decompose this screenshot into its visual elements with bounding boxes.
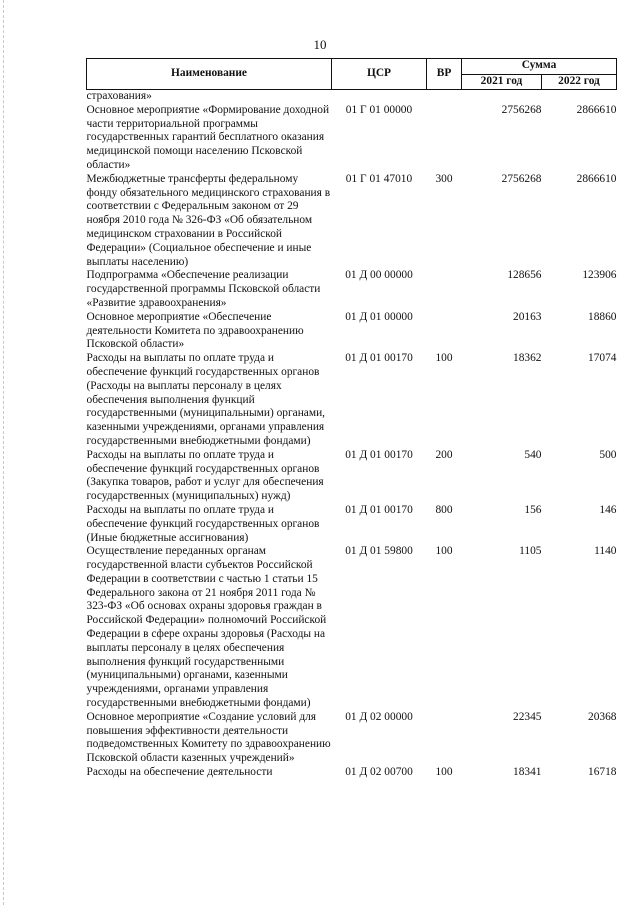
table-body bbox=[87, 90, 617, 780]
row-vr-cell: 100 bbox=[435, 766, 453, 779]
row-name-cell: Межбюджетные трансферты федеральному фонду обязательного медицинского страхования в соответствии с Федеральным законом от 29 ноября 2010 года № 326-ФЗ «Об обязательном медицинском страховании в Российской Федерации» (Социальное обеспечение и иные выплаты населению) bbox=[86, 172, 331, 268]
table-header bbox=[87, 59, 617, 90]
row-vr-cell: 100 bbox=[435, 545, 453, 558]
row-vr-cell: 200 bbox=[435, 448, 453, 461]
page-number: 10 bbox=[313, 37, 327, 52]
row-name-cell: Подпрограмма «Обеспечение реализации государственной программы Псковской области «Развитие здравоохранения» bbox=[86, 269, 321, 309]
row-sum-2021-cell: 20163 bbox=[513, 310, 542, 323]
row-sum-2022-cell: 20368 bbox=[588, 710, 617, 723]
row-sum-2022-cell: 2866610 bbox=[576, 103, 617, 116]
row-code-cell: 01 Д 00 00000 bbox=[345, 269, 413, 282]
row-sum-2021-cell: 18341 bbox=[513, 766, 542, 779]
table-row bbox=[87, 545, 617, 711]
row-sum-2022-cell: 16718 bbox=[588, 766, 617, 779]
row-name-cell: Основное мероприятие «Обеспечение деятельности Комитета по здравоохранению Псковской области» bbox=[86, 310, 304, 351]
row-name-cell: Осуществление переданных органам государственной власти субъектов Российской Федерации в соответствии с частью 1 статьи 15 Федерального закона от 21 ноября 2011 года № 323-ФЗ «Об основах охраны здоровья граждан в Российской Федерации» полномочий Российской Федерации в сфере охраны здоровья (Расходы на выплаты персоналу в целях обеспечения выполнения функций государственными (муниципальными) органами, казенными учреждениями, органами управления государственными внебюджетными фондами) bbox=[86, 545, 327, 710]
row-sum-2021-cell: 22345 bbox=[513, 710, 542, 723]
table-row bbox=[87, 104, 617, 173]
row-sum-2022-cell: 18860 bbox=[588, 310, 617, 323]
row-name-cell: Основное мероприятие «Формирование доходной части территориальной программы государственных гарантий бесплатного оказания медицинской помощи населению Псковской области» bbox=[86, 103, 330, 171]
header-name: Наименование bbox=[87, 59, 332, 90]
row-vr-cell bbox=[427, 711, 462, 766]
row-sum-2021-cell: 128656 bbox=[507, 269, 542, 282]
row-sum-2021-cell: 2756268 bbox=[501, 172, 542, 185]
row-code-cell: 01 Д 01 00000 bbox=[345, 310, 413, 323]
row-sum-2022-cell: 17074 bbox=[588, 352, 617, 365]
header-sum: Сумма bbox=[462, 59, 617, 75]
row-sum-2022-cell: 146 bbox=[599, 503, 617, 516]
table-row bbox=[87, 352, 617, 449]
row-vr-cell bbox=[427, 311, 462, 352]
row-vr-cell: 300 bbox=[435, 172, 453, 185]
scan-edge-line bbox=[3, 0, 4, 905]
row-code-cell: 01 Г 01 47010 bbox=[345, 172, 413, 185]
row-sum-2022-cell bbox=[542, 90, 617, 104]
table-row bbox=[87, 90, 617, 104]
header-year-2022: 2022 год bbox=[542, 74, 617, 90]
row-name-cell: Расходы на выплаты по оплате труда и обеспечение функций государственных органов (Закупка товаров, работ и услуг для обеспечения государственных (муниципальных) нужд) bbox=[86, 448, 324, 503]
table-row bbox=[87, 711, 617, 766]
row-name-cell: страхования» bbox=[86, 90, 152, 102]
row-sum-2022-cell: 2866610 bbox=[576, 172, 617, 185]
row-code-cell: 01 Г 01 00000 bbox=[345, 103, 413, 116]
row-sum-2022-cell: 123906 bbox=[582, 269, 617, 282]
table-row bbox=[87, 311, 617, 352]
row-vr-cell: 800 bbox=[435, 503, 453, 516]
row-code-cell bbox=[332, 90, 427, 104]
row-sum-2021-cell: 540 bbox=[524, 448, 542, 461]
row-vr-cell bbox=[427, 269, 462, 310]
row-name-cell: Расходы на выплаты по оплате труда и обеспечение функций государственных органов (Иные бюджетные ассигнования) bbox=[86, 503, 320, 544]
table-row bbox=[87, 173, 617, 270]
row-sum-2021-cell: 1105 bbox=[519, 545, 542, 558]
row-code-cell: 01 Д 01 00170 bbox=[345, 448, 413, 461]
table-row bbox=[87, 449, 617, 504]
row-sum-2021-cell: 156 bbox=[524, 503, 542, 516]
row-vr-cell bbox=[427, 90, 462, 104]
row-vr-cell bbox=[427, 104, 462, 173]
row-name-cell: Основное мероприятие «Создание условий для повышения эффективности деятельности подведомственных Комитету по здравоохранению Псковской области казенных учреждений» bbox=[86, 710, 331, 765]
row-sum-2021-cell bbox=[462, 90, 542, 104]
row-name-cell: Расходы на выплаты по оплате труда и обеспечение функций государственных органов (Расходы на выплаты персоналу в целях обеспечения выполнения функций государственными (муниципальными) органами, казенными учреждениями, органами управления государственными внебюджетными фондами) bbox=[86, 352, 326, 447]
row-sum-2021-cell: 2756268 bbox=[501, 103, 542, 116]
header-code: ЦСР bbox=[332, 59, 427, 90]
row-code-cell: 01 Д 01 00170 bbox=[345, 352, 413, 365]
row-vr-cell: 100 bbox=[435, 352, 453, 365]
header-year-2021: 2021 год bbox=[462, 74, 542, 90]
budget-table bbox=[86, 58, 617, 780]
table-row bbox=[87, 269, 617, 310]
row-code-cell: 01 Д 02 00700 bbox=[345, 766, 413, 779]
row-sum-2022-cell: 500 bbox=[599, 448, 617, 461]
header-vr: ВР bbox=[427, 59, 462, 90]
row-code-cell: 01 Д 01 00170 bbox=[345, 503, 413, 516]
row-sum-2022-cell: 1140 bbox=[594, 545, 617, 558]
row-code-cell: 01 Д 02 00000 bbox=[345, 710, 413, 723]
table-row bbox=[87, 504, 617, 545]
row-code-cell: 01 Д 01 59800 bbox=[345, 545, 413, 558]
table-row bbox=[87, 766, 617, 780]
row-name-cell: Расходы на обеспечение деятельности bbox=[86, 766, 273, 779]
row-sum-2021-cell: 18362 bbox=[513, 352, 542, 365]
